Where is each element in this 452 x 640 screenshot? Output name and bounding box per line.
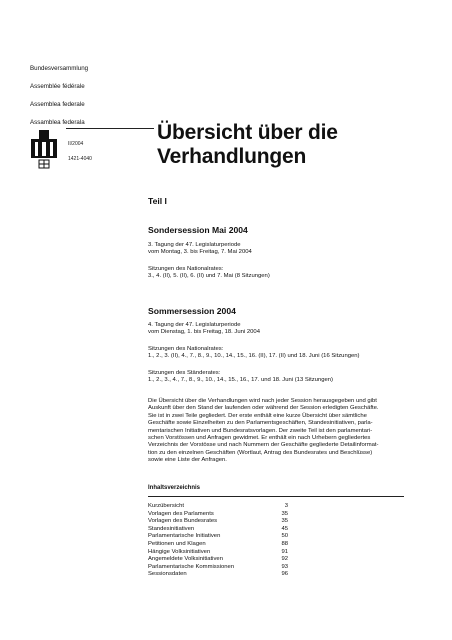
- toc-entry-page: 92: [281, 556, 288, 563]
- table-of-contents: [148, 503, 288, 579]
- title-line-1: Übersicht über die: [157, 121, 338, 144]
- nr-label: Sitzungen des Nationalrates:: [148, 266, 224, 272]
- toc-entry-page: 3: [284, 503, 288, 509]
- meeting-line: vom Dienstag, 1. bis Freitag, 18. Juni 2004: [148, 329, 260, 336]
- toc-entry-label: Hängige Volksinitiativen: [148, 548, 211, 555]
- toc-entry[interactable]: [148, 564, 288, 572]
- toc-entry[interactable]: [148, 511, 288, 519]
- toc-entry-page: 96: [281, 571, 288, 578]
- session-meeting-info: [148, 242, 410, 257]
- toc-entry-label: Vorlagen des Parlaments: [148, 510, 214, 517]
- sr-text: 1., 2., 3., 4., 7., 8., 9., 10., 14., 15., 16., 17. und 18. Juni (13 Sitzungen): [148, 377, 334, 384]
- session-nr-info: [148, 266, 410, 281]
- toc-entry-page: 93: [281, 563, 288, 570]
- institution-name-it: Assemblea federale: [30, 101, 85, 108]
- nr-text: 1., 2., 3. (II), 4., 7., 8., 9., 10., 14., 15., 16. (II), 17. (II) und 18. Juni (16 Sitzungen): [148, 353, 360, 360]
- nr-text: 3., 4. (II), 5. (II), 6. (II) und 7. Mai (8 Sitzungen): [148, 273, 270, 280]
- description-line: mentarischen Initiativen und Bundesratsvorlagen. Der zweite Teil ist den parlamentari-: [148, 427, 373, 434]
- session-meeting-info: [148, 322, 410, 337]
- toc-entry-label: Standesinitiativen: [148, 525, 195, 532]
- description-line: Geschäfte sowie Einzelheiten zu den Parlamentsgeschäften, Standesinitiativen, parla-: [148, 420, 373, 427]
- description-line: Auskunft über den Stand der laufenden oder während der Session erledigten Geschäfte.: [148, 405, 379, 412]
- toc-entry[interactable]: [148, 556, 288, 564]
- session-heading: Sondersession Mai 2004: [148, 225, 248, 235]
- title-line-2: Verhandlungen: [157, 145, 307, 168]
- sr-label: Sitzungen des Ständerates:: [148, 370, 221, 376]
- session-sr-info: [148, 370, 410, 385]
- issn-number: 1421-4040: [68, 156, 92, 162]
- description-line: schen Vorstössen und Anfragen gewidmet. Er enthält ein nach Urhebern gegliedertes: [148, 435, 371, 442]
- toc-entry-page: 50: [281, 533, 288, 540]
- description-line: tion zu den einzelnen Geschäften (Wortlaut, Antrag des Bundesrates und Beschlüsse): [148, 449, 373, 456]
- institution-name-rm: Assamblea federala: [30, 119, 85, 126]
- meeting-line: 4. Tagung der 47. Legislaturperiode: [148, 322, 241, 328]
- toc-entry-label: Kurzübersicht: [148, 503, 185, 509]
- page-title: [157, 121, 338, 169]
- toc-entry[interactable]: [148, 541, 288, 549]
- toc-entry-page: 35: [281, 510, 288, 517]
- toc-entry-label: Angemeldete Volksinitiativen: [148, 556, 223, 563]
- toc-entry-page: 45: [281, 525, 288, 532]
- toc-entry-label: Parlamentarische Kommissionen: [148, 563, 235, 570]
- session-nr-info: [148, 346, 410, 361]
- toc-title: Inhaltsverzeichnis: [148, 485, 201, 491]
- institution-name-de: Bundesversammlung: [30, 65, 89, 72]
- parliament-logo-icon: [29, 128, 59, 170]
- issue-number: II/2004: [68, 141, 84, 147]
- description-line: Die Übersicht über die Verhandlungen wird nach jeder Session herausgegeben und gibt: [148, 398, 377, 404]
- header-rule: [66, 128, 154, 129]
- part-label: Teil I: [148, 196, 167, 206]
- toc-entry[interactable]: [148, 526, 288, 534]
- session-heading: Sommersession 2004: [148, 306, 236, 316]
- toc-entry-page: 35: [281, 518, 288, 525]
- description-line: Verzeichnis der Vorstösse und nach Nummern der Geschäfte gegliederte Detailinformat-: [148, 442, 379, 449]
- toc-entry-label: Sessionsdaten: [148, 571, 187, 578]
- institution-name-fr: Assemblée fédérale: [30, 83, 85, 90]
- toc-rule: [148, 496, 404, 497]
- description-line: sowie eine Liste der Anfragen.: [148, 457, 227, 464]
- nr-label: Sitzungen des Nationalrates:: [148, 346, 224, 352]
- toc-entry-page: 91: [281, 548, 288, 555]
- meeting-line: 3. Tagung der 47. Legislaturperiode: [148, 242, 241, 248]
- description-line: Sie ist in zwei Teile gegliedert. Der erste enthält eine kurze Übersicht über sämtliche: [148, 412, 367, 419]
- toc-entry[interactable]: [148, 533, 288, 541]
- toc-entry-label: Parlamentarische Initiativen: [148, 533, 221, 540]
- toc-entry-page: 88: [281, 540, 288, 547]
- toc-entry[interactable]: [148, 518, 288, 526]
- toc-entry-label: Vorlagen des Bundesrates: [148, 518, 218, 525]
- toc-entry[interactable]: [148, 571, 288, 579]
- toc-entry-label: Petitionen und Klagen: [148, 540, 206, 547]
- description-paragraph: [148, 398, 410, 465]
- toc-entry[interactable]: [148, 503, 288, 511]
- toc-entry[interactable]: [148, 549, 288, 557]
- meeting-line: vom Montag, 3. bis Freitag, 7. Mai 2004: [148, 249, 252, 256]
